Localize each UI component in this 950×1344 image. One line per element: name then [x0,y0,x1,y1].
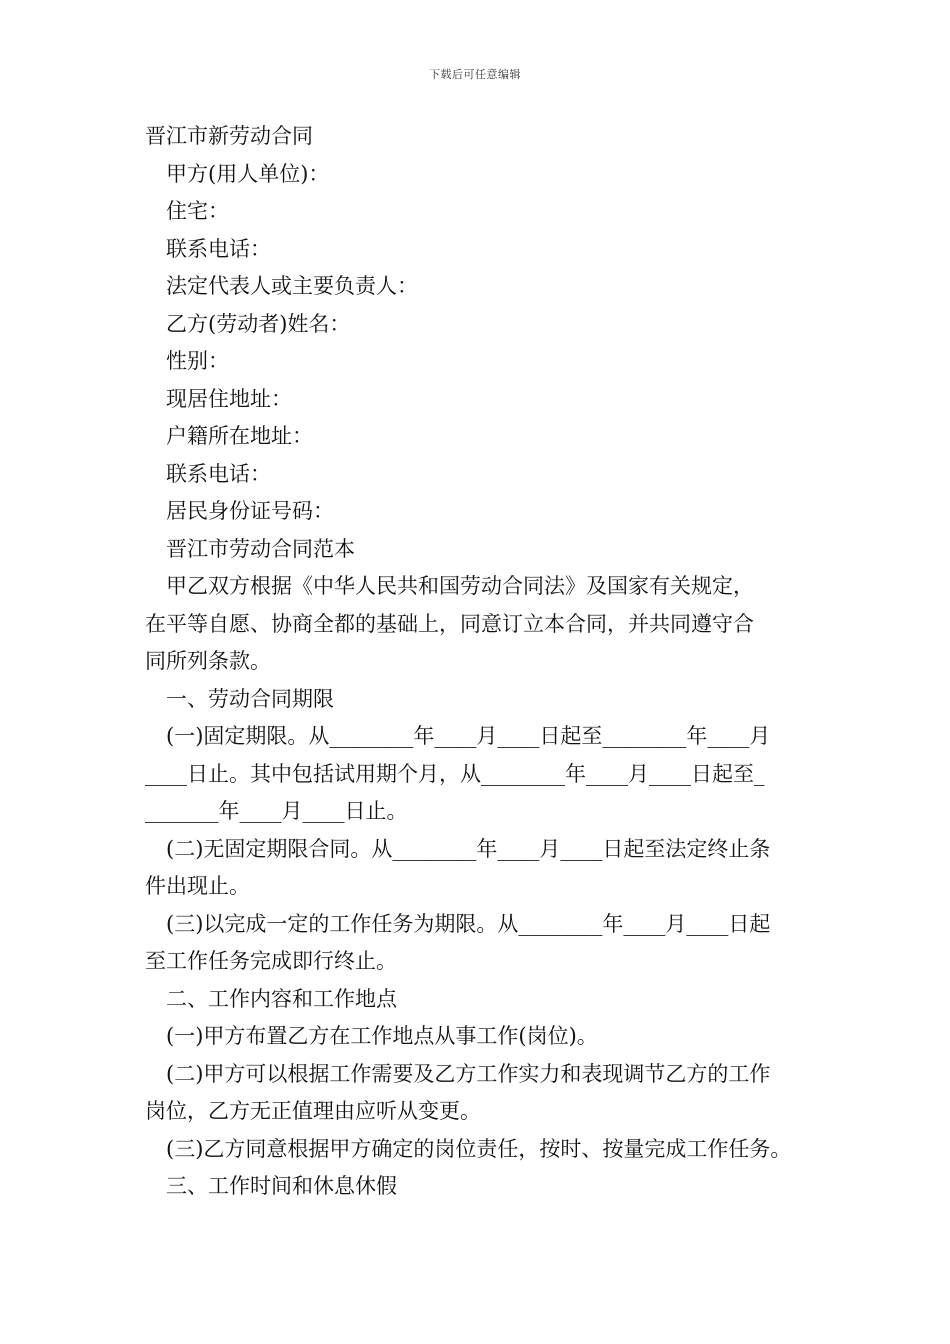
page-header-note: 下载后可任意编辑 [429,68,521,81]
section-heading-work: 二、工作内容和工作地点 [166,986,397,1011]
field-household-address: 户籍所在地址： [166,424,313,448]
preamble-line-2: 在平等自愿、协商全都的基础上，同意订立本合同，并共同遵守合 [145,611,754,636]
field-gender: 性别： [166,349,229,373]
field-phone-b: 联系电话： [166,461,271,486]
field-current-address: 现居住地址： [166,386,292,411]
clause-work-1: (一)甲方布置乙方在工作地点从事工作(岗位)。 [166,1024,598,1048]
section-heading-term: 一、劳动合同期限 [166,686,334,711]
field-legal-representative: 法定代表人或主要负责人： [166,274,418,298]
clause-open-term-2: 件出现止。 [145,874,250,898]
section-heading-hours: 三、工作时间和休息休假 [166,1174,397,1198]
clause-task-term-1: (三)以完成一定的工作任务为期限。从________年____月____日起 [166,911,771,936]
document-body [145,118,815,1206]
clause-fixed-term-3: _______年____月____日止。 [145,799,408,823]
clause-fixed-term-2: ____日止。其中包括试用期个月，从________年____月____日起至_ [145,761,765,786]
field-residence: 住宅： [166,199,229,223]
preamble-line-1: 甲乙双方根据《中华人民共和国劳动合同法》及国家有关规定， [166,574,754,598]
document-title: 晋江市新劳动合同 [145,124,313,148]
preamble-line-3: 同所列条款。 [145,649,271,673]
field-phone-a: 联系电话： [166,236,271,261]
field-party-b-name: 乙方(劳动者)姓名： [166,311,351,336]
clause-fixed-term-1: (一)固定期限。从________年____月____日起至________年____月 [166,724,771,748]
clause-open-term-1: (二)无固定期限合同。从________年____月____日起至法定终止条 [166,836,771,861]
field-id-number: 居民身份证号码： [166,499,334,523]
clause-work-3: (三)乙方同意根据甲方确定的岗位责任，按时、按量完成工作任务。 [166,1136,792,1161]
field-party-a: 甲方(用人单位)： [166,161,330,186]
clause-work-2b: 岗位，乙方无正值理由应听从变更。 [145,1099,481,1123]
clause-work-2a: (二)甲方可以根据工作需要及乙方工作实力和表现调节乙方的工作 [166,1061,771,1086]
clause-task-term-2: 至工作任务完成即行终止。 [145,949,397,973]
section-subtitle: 晋江市劳动合同范本 [166,536,355,561]
